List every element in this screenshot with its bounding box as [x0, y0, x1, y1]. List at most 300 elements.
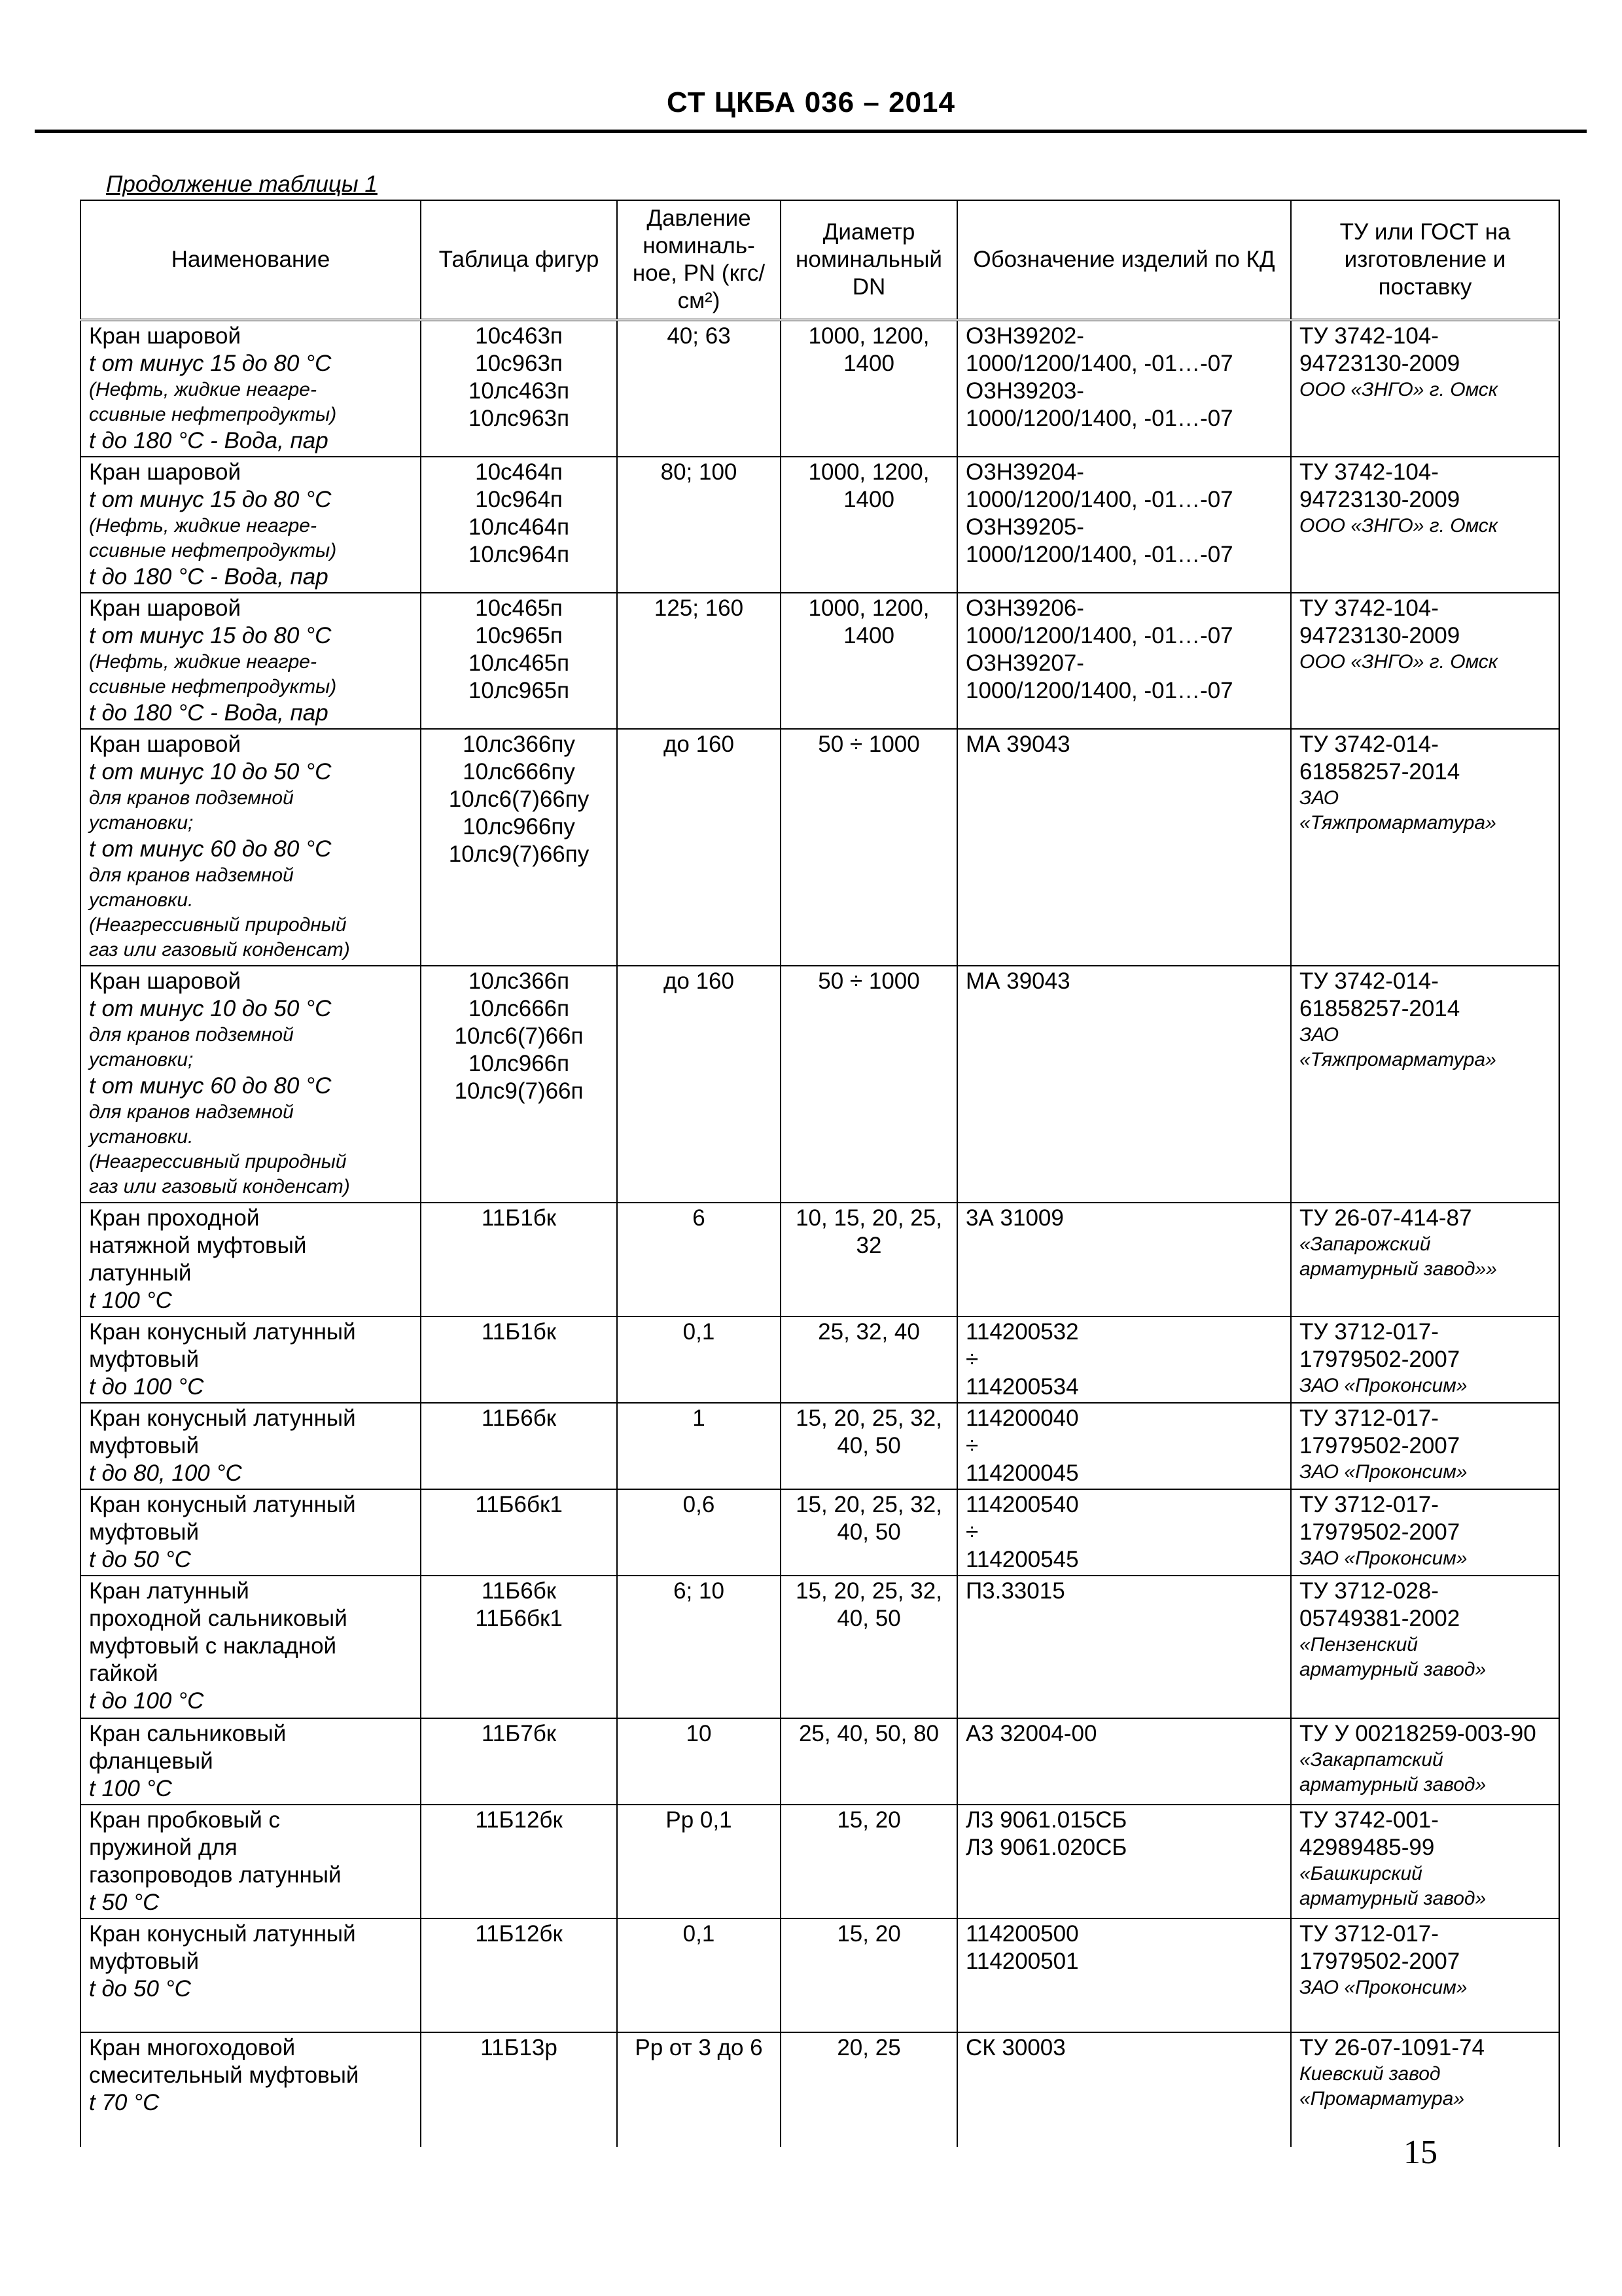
product-name-line: Кран конусный латунный [89, 1319, 356, 1345]
spec-number: 61858257-2014 [1299, 759, 1460, 785]
figure-code: 10с465п [475, 595, 563, 621]
temperature-range: t до 100 °С [89, 1374, 204, 1400]
cell-name [80, 1918, 421, 2032]
manufacturer: «Башкирский [1299, 1863, 1422, 1884]
figure-code: 11Б6бк1 [475, 1492, 563, 1517]
product-name-line: Кран конусный латунный [89, 1921, 356, 1947]
figure-code: 10с964п [475, 487, 563, 512]
product-name-line: латунный [89, 1260, 192, 1286]
manufacturer: ЗАО «Проконсим» [1299, 1977, 1468, 1998]
cell-name [80, 729, 421, 966]
cell-name [80, 1489, 421, 1576]
spec-number: 61858257-2014 [1299, 996, 1460, 1021]
product-name-line: Кран многоходовой [89, 2035, 296, 2060]
pressure-value: 0,1 [682, 1921, 715, 1947]
cell-name [80, 1203, 421, 1316]
cell-pressure [617, 457, 781, 593]
figure-code: 10лс6(7)66пу [448, 786, 590, 812]
figure-code: 11Б6бк1 [475, 1606, 563, 1631]
diameter-value: 40, 50 [837, 1606, 901, 1631]
cell-designation [957, 1918, 1291, 2032]
temperature-range: t от минус 15 до 80 °С [89, 623, 332, 648]
cell-figures [421, 1316, 617, 1403]
table-row [80, 320, 1559, 457]
designation-line: 114200545 [966, 1547, 1079, 1572]
product-name-line: Кран конусный латунный [89, 1492, 356, 1517]
cell-pressure [617, 1489, 781, 1576]
manufacturer: «Промарматура» [1299, 2088, 1465, 2110]
product-name-line: фланцевый [89, 1748, 213, 1774]
cell-pressure [617, 729, 781, 966]
manufacturer: арматурный завод»» [1299, 1258, 1497, 1280]
page-number: 15 [1403, 2134, 1437, 2171]
valves-table [80, 200, 1560, 2147]
medium-note: установки. [89, 1126, 194, 1148]
manufacturer: ЗАО «Проконсим» [1299, 1547, 1468, 1569]
cell-designation [957, 966, 1291, 1203]
figure-code: 10с464п [475, 459, 563, 485]
medium-note: для кранов подземной [89, 787, 294, 809]
pressure-value: 0,6 [682, 1492, 715, 1517]
table-header-row [80, 200, 1559, 320]
manufacturer: «Запарожский [1299, 1233, 1431, 1255]
temperature-range: t от минус 15 до 80 °С [89, 487, 332, 512]
product-name-line: смесительный муфтовый [89, 2062, 359, 2088]
cell-figures [421, 1718, 617, 1805]
temperature-range: t 100 °С [89, 1776, 172, 1801]
designation-line: 114200540 [966, 1492, 1079, 1517]
temperature-range-2: t от минус 60 до 80 °С [89, 1073, 332, 1099]
cell-spec [1291, 593, 1559, 729]
figure-code: 11Б13р [480, 2035, 557, 2060]
diameter-value: 1400 [843, 623, 894, 648]
cell-designation [957, 1316, 1291, 1403]
manufacturer: «Пензенский [1299, 1634, 1418, 1655]
designation-line: 114200532 [966, 1319, 1079, 1345]
table-row [80, 1489, 1559, 1576]
manufacturer: ЗАО [1299, 1024, 1339, 1046]
spec-number: ТУ 3742-014- [1299, 968, 1439, 994]
designation-line: МА 39043 [966, 732, 1070, 757]
pressure-value: 125; 160 [654, 595, 744, 621]
diameter-value: 15, 20, 25, 32, [796, 1405, 942, 1431]
cell-diameter [781, 1489, 957, 1576]
cell-spec [1291, 1918, 1559, 2032]
figure-code: 10лс366п [468, 968, 570, 994]
spec-number: ТУ 3712-017- [1299, 1319, 1439, 1345]
temperature-range: t до 100 °С [89, 1688, 204, 1714]
manufacturer: «Тяжпромарматура» [1299, 812, 1496, 834]
spec-number: ТУ 3742-104- [1299, 595, 1439, 621]
figure-code: 11Б12бк [475, 1807, 563, 1833]
cell-designation [957, 593, 1291, 729]
product-name-line: Кран конусный латунный [89, 1405, 356, 1431]
designation-line: Л3 9061.020СБ [966, 1835, 1127, 1860]
cell-pressure [617, 1316, 781, 1403]
medium-note: для кранов подземной [89, 1024, 294, 1046]
product-name-line: натяжной муфтовый [89, 1233, 307, 1258]
cell-pressure [617, 966, 781, 1203]
designation-line: 1000/1200/1400, -01…-07 [966, 542, 1233, 567]
cell-spec [1291, 1805, 1559, 1918]
temperature-range: t от минус 10 до 50 °С [89, 759, 332, 785]
temperature-range-2: t до 180 °С - Вода, пар [89, 428, 328, 453]
figure-code: 10с963п [475, 351, 563, 376]
cell-figures [421, 1918, 617, 2032]
cell-figures [421, 593, 617, 729]
product-name-line: Кран сальниковый [89, 1721, 287, 1746]
pressure-value: Рр 0,1 [665, 1807, 732, 1833]
cell-designation [957, 1403, 1291, 1489]
cell-spec [1291, 457, 1559, 593]
product-name-line: пружиной для [89, 1835, 238, 1860]
temperature-range: t 50 °С [89, 1890, 160, 1915]
diameter-value: 50 ÷ 1000 [818, 968, 920, 994]
designation-line: О3Н39204- [966, 459, 1084, 485]
cell-pressure [617, 1576, 781, 1718]
diameter-value: 25, 40, 50, 80 [798, 1721, 940, 1746]
cell-designation [957, 2032, 1291, 2147]
product-name-line: Кран проходной [89, 1205, 260, 1231]
medium-note: для кранов надземной [89, 864, 294, 886]
manufacturer: ООО «ЗНГО» г. Омск [1299, 651, 1498, 673]
manufacturer: арматурный завод» [1299, 1774, 1487, 1795]
cell-spec [1291, 1718, 1559, 1805]
cell-figures [421, 1489, 617, 1576]
medium-note: (Нефть, жидкие неагре- [89, 515, 317, 537]
spec-number: 17979502-2007 [1299, 1433, 1460, 1458]
cell-name [80, 966, 421, 1203]
cell-diameter [781, 1718, 957, 1805]
designation-line: Л3 9061.015СБ [966, 1807, 1127, 1833]
document-title: СТ ЦКБА 036 – 2014 [667, 86, 955, 118]
diameter-value: 1000, 1200, [808, 459, 930, 485]
column-header-pressure: Давление номиналь-ное, PN (кгс/см²) [617, 200, 781, 320]
diameter-value: 40, 50 [837, 1519, 901, 1545]
manufacturer: ЗАО «Проконсим» [1299, 1461, 1468, 1483]
medium-note: (Нефть, жидкие неагре- [89, 379, 317, 400]
cell-spec [1291, 1403, 1559, 1489]
manufacturer: «Закарпатский [1299, 1749, 1443, 1771]
cell-diameter [781, 593, 957, 729]
cell-diameter [781, 1805, 957, 1918]
diameter-value: 25, 32, 40 [818, 1319, 920, 1345]
column-header-name: Наименование [80, 200, 421, 320]
designation-line: 114200500 [966, 1921, 1079, 1947]
spec-number: ТУ 3712-017- [1299, 1405, 1439, 1431]
spec-number: 17979502-2007 [1299, 1519, 1460, 1545]
pressure-value: 80; 100 [660, 459, 737, 485]
cell-spec [1291, 320, 1559, 457]
diameter-value: 20, 25 [837, 2035, 901, 2060]
spec-number: ТУ 26-07-414-87 [1299, 1205, 1472, 1231]
designation-line: А3 32004-00 [966, 1721, 1097, 1746]
table-row [80, 1918, 1559, 2032]
table-caption: Продолжение таблицы 1 [106, 171, 378, 197]
temperature-range: t до 50 °С [89, 1976, 191, 2002]
spec-number: ТУ 3742-014- [1299, 732, 1439, 757]
medium-note: газ или газовый конденсат) [89, 1176, 350, 1197]
designation-line: ÷ [966, 1433, 979, 1458]
temperature-range: t 70 °С [89, 2090, 160, 2115]
table-row [80, 2032, 1559, 2147]
spec-number: ТУ 3712-028- [1299, 1578, 1439, 1604]
product-name-line: Кран латунный [89, 1578, 249, 1604]
designation-line: 114200534 [966, 1374, 1079, 1400]
figure-code: 11Б1бк [481, 1319, 557, 1345]
spec-number: ТУ У 00218259-003-90 [1299, 1721, 1536, 1746]
manufacturer: ЗАО «Проконсим» [1299, 1375, 1468, 1396]
column-header-figures: Таблица фигур [421, 200, 617, 320]
product-name-line: проходной сальниковый [89, 1606, 347, 1631]
diameter-value: 32 [856, 1233, 882, 1258]
cell-diameter [781, 966, 957, 1203]
pressure-value: до 160 [663, 732, 734, 757]
cell-designation [957, 1718, 1291, 1805]
table-row [80, 593, 1559, 729]
diameter-value: 10, 15, 20, 25, [796, 1205, 942, 1231]
cell-name [80, 320, 421, 457]
designation-line: ÷ [966, 1519, 979, 1545]
diameter-value: 40, 50 [837, 1433, 901, 1458]
temperature-range-2: t до 180 °С - Вода, пар [89, 564, 328, 590]
cell-designation [957, 1805, 1291, 1918]
cell-pressure [617, 1403, 781, 1489]
cell-name [80, 1805, 421, 1918]
spec-number: 94723130-2009 [1299, 351, 1460, 376]
spec-number: 42989485-99 [1299, 1835, 1435, 1860]
temperature-range: t до 80, 100 °С [89, 1460, 242, 1486]
pressure-value: до 160 [663, 968, 734, 994]
figure-code: 11Б6бк [481, 1578, 557, 1604]
diameter-value: 15, 20, 25, 32, [796, 1492, 942, 1517]
cell-spec [1291, 1489, 1559, 1576]
diameter-value: 15, 20, 25, 32, [796, 1578, 942, 1604]
cell-name [80, 1718, 421, 1805]
figure-code: 10лс366пу [463, 732, 575, 757]
designation-line: 1000/1200/1400, -01…-07 [966, 623, 1233, 648]
manufacturer: «Тяжпромарматура» [1299, 1049, 1496, 1070]
figure-code: 10лс666пу [463, 759, 575, 785]
product-name-line: муфтовый [89, 1347, 199, 1372]
cell-diameter [781, 320, 957, 457]
product-name-line: газопроводов латунный [89, 1862, 342, 1888]
cell-name [80, 2032, 421, 2147]
cell-diameter [781, 1316, 957, 1403]
designation-line: 1000/1200/1400, -01…-07 [966, 406, 1233, 431]
figure-code: 11Б12бк [475, 1921, 563, 1947]
medium-note: ссивные нефтепродукты) [89, 676, 337, 698]
temperature-range-2: t до 180 °С - Вода, пар [89, 700, 328, 726]
cell-diameter [781, 729, 957, 966]
spec-number: ТУ 26-07-1091-74 [1299, 2035, 1485, 2060]
manufacturer: ЗАО [1299, 787, 1339, 809]
cell-diameter [781, 457, 957, 593]
figure-code: 10лс963п [468, 406, 570, 431]
medium-note: ссивные нефтепродукты) [89, 540, 337, 561]
cell-diameter [781, 1203, 957, 1316]
figure-code: 11Б6бк [481, 1405, 557, 1431]
cell-name [80, 593, 421, 729]
diameter-value: 1400 [843, 487, 894, 512]
designation-line: МА 39043 [966, 968, 1070, 994]
figure-code: 10с965п [475, 623, 563, 648]
cell-name [80, 457, 421, 593]
medium-note: газ или газовый конденсат) [89, 939, 350, 961]
cell-name [80, 1403, 421, 1489]
manufacturer: арматурный завод» [1299, 1888, 1487, 1909]
figure-code: 10лс964п [468, 542, 570, 567]
designation-line: 1000/1200/1400, -01…-07 [966, 678, 1233, 703]
figure-code: 10лс464п [468, 514, 570, 540]
cell-figures [421, 1805, 617, 1918]
designation-line: СК 30003 [966, 2035, 1066, 2060]
column-header-diameter: Диаметр номинальный DN [781, 200, 957, 320]
manufacturer: арматурный завод» [1299, 1659, 1487, 1680]
cell-figures [421, 966, 617, 1203]
diameter-value: 1000, 1200, [808, 595, 930, 621]
spec-number: 94723130-2009 [1299, 623, 1460, 648]
cell-figures [421, 457, 617, 593]
cell-designation [957, 1489, 1291, 1576]
cell-spec [1291, 1576, 1559, 1718]
diameter-value: 50 ÷ 1000 [818, 732, 920, 757]
product-name: Кран шаровой [89, 732, 241, 757]
cell-pressure [617, 1918, 781, 2032]
figure-code: 10лс966пу [463, 814, 575, 839]
diameter-value: 15, 20 [837, 1807, 901, 1833]
product-name: Кран шаровой [89, 595, 241, 621]
cell-pressure [617, 1718, 781, 1805]
designation-line: 3А 31009 [966, 1205, 1064, 1231]
figure-code: 10лс6(7)66п [454, 1023, 584, 1049]
designation-line: П3.33015 [966, 1578, 1065, 1604]
product-name-line: муфтовый с накладной [89, 1633, 337, 1659]
medium-note: (Нефть, жидкие неагре- [89, 651, 317, 673]
spec-number: ТУ 3742-104- [1299, 459, 1439, 485]
cell-figures [421, 2032, 617, 2147]
cell-designation [957, 729, 1291, 966]
pressure-value: 10 [686, 1721, 712, 1746]
designation-line: 1000/1200/1400, -01…-07 [966, 487, 1233, 512]
manufacturer: Киевский завод [1299, 2063, 1441, 2085]
cell-figures [421, 1203, 617, 1316]
designation-line: О3Н39202- [966, 323, 1084, 349]
cell-figures [421, 729, 617, 966]
table-row [80, 457, 1559, 593]
cell-diameter [781, 2032, 957, 2147]
cell-spec [1291, 966, 1559, 1203]
product-name-line: муфтовый [89, 1433, 199, 1458]
manufacturer: ООО «ЗНГО» г. Омск [1299, 515, 1498, 537]
figure-code: 10лс9(7)66пу [448, 841, 590, 867]
medium-note: (Неагрессивный природный [89, 1151, 347, 1173]
spec-number: ТУ 3712-017- [1299, 1921, 1439, 1947]
temperature-range-2: t от минус 60 до 80 °С [89, 836, 332, 862]
designation-line: 114200040 [966, 1405, 1079, 1431]
medium-note: установки; [89, 812, 194, 834]
product-name-line: муфтовый [89, 1949, 199, 1974]
spec-number: 17979502-2007 [1299, 1949, 1460, 1974]
designation-line: ÷ [966, 1347, 979, 1372]
table-row [80, 1203, 1559, 1316]
pressure-value: 1 [692, 1405, 705, 1431]
cell-designation [957, 320, 1291, 457]
figure-code: 11Б7бк [481, 1721, 557, 1746]
figure-code: 10лс463п [468, 378, 570, 404]
cell-name [80, 1316, 421, 1403]
medium-note: установки. [89, 889, 194, 911]
figure-code: 10лс966п [468, 1051, 570, 1076]
figure-code: 11Б1бк [481, 1205, 557, 1231]
figure-code: 10лс465п [468, 650, 570, 676]
pressure-value: 6 [692, 1205, 705, 1231]
temperature-range: t 100 °С [89, 1288, 172, 1313]
product-name-line: Кран пробковый с [89, 1807, 280, 1833]
figure-code: 10лс9(7)66п [454, 1078, 584, 1104]
designation-line: 1000/1200/1400, -01…-07 [966, 351, 1233, 376]
designation-line: О3Н39205- [966, 514, 1084, 540]
designation-line: 114200045 [966, 1460, 1079, 1486]
cell-designation [957, 1203, 1291, 1316]
cell-diameter [781, 1403, 957, 1489]
spec-number: 05749381-2002 [1299, 1606, 1460, 1631]
medium-note: ссивные нефтепродукты) [89, 404, 337, 425]
pressure-value: 0,1 [682, 1319, 715, 1345]
spec-number: 94723130-2009 [1299, 487, 1460, 512]
title-rule [35, 130, 1587, 133]
temperature-range: t от минус 10 до 50 °С [89, 996, 332, 1021]
cell-spec [1291, 1203, 1559, 1316]
medium-note: установки; [89, 1049, 194, 1070]
product-name: Кран шаровой [89, 459, 241, 485]
table-row [80, 1576, 1559, 1718]
diameter-value: 15, 20 [837, 1921, 901, 1947]
table-row [80, 1403, 1559, 1489]
pressure-value: 6; 10 [673, 1578, 724, 1604]
spec-number: ТУ 3712-017- [1299, 1492, 1439, 1517]
cell-designation [957, 457, 1291, 593]
product-name: Кран шаровой [89, 323, 241, 349]
cell-spec [1291, 2032, 1559, 2147]
cell-spec [1291, 1316, 1559, 1403]
table-row [80, 1805, 1559, 1918]
pressure-value: 40; 63 [667, 323, 731, 349]
cell-figures [421, 1576, 617, 1718]
diameter-value: 1400 [843, 351, 894, 376]
cell-pressure [617, 1203, 781, 1316]
cell-pressure [617, 2032, 781, 2147]
cell-figures [421, 1403, 617, 1489]
column-header-designation: Обозначение изделий по КД [957, 200, 1291, 320]
column-header-spec: ТУ или ГОСТ на изготовление и поставку [1291, 200, 1559, 320]
cell-pressure [617, 320, 781, 457]
table-row [80, 729, 1559, 966]
designation-line: О3Н39207- [966, 650, 1084, 676]
table-row [80, 1718, 1559, 1805]
cell-spec [1291, 729, 1559, 966]
medium-note: (Неагрессивный природный [89, 914, 347, 936]
designation-line: О3Н39203- [966, 378, 1084, 404]
spec-number: ТУ 3742-001- [1299, 1807, 1439, 1833]
product-name: Кран шаровой [89, 968, 241, 994]
cell-pressure [617, 1805, 781, 1918]
temperature-range: t от минус 15 до 80 °С [89, 351, 332, 376]
spec-number: 17979502-2007 [1299, 1347, 1460, 1372]
spec-number: ТУ 3742-104- [1299, 323, 1439, 349]
cell-diameter [781, 1576, 957, 1718]
figure-code: 10лс965п [468, 678, 570, 703]
